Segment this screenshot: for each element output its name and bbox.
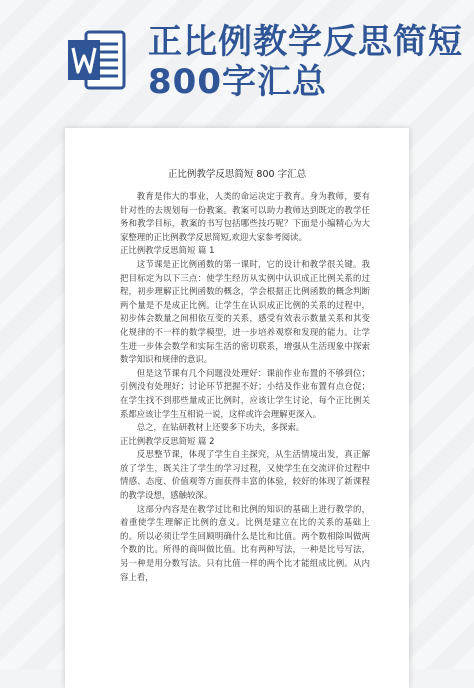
paragraph: 但是这节课有几个问题没处理好：课前作业布置的不够到位；引例没有处理好；讨论环节把握不好；小结及作业布置有点仓促；在学生找不到那些量成正比例时，应该让学生讨论，每个正比例关系都应该让学生互相说一说，这样或许会理解更深入。 [120, 367, 370, 419]
document-page [65, 128, 409, 688]
page-title: 正比例教学反思简短800字汇总 [148, 22, 463, 102]
section-heading: 正比例教学反思简短 篇 1 [120, 245, 215, 256]
document-title: 正比例教学反思简短 800 字汇总 [167, 169, 307, 180]
word-document-icon [68, 30, 126, 90]
section-heading: 正比例教学反思简短 篇 2 [120, 435, 215, 446]
paragraph: 总之，在钻研教材上还要多下功夫，多探索。 [136, 422, 305, 433]
document-body [120, 190, 370, 584]
paragraph: 这部分内容是在教学过比和比例的知识的基础上进行教学的，着重使学生理解正比例的意义。比例是建立在比的关系的基础上的。所以必须让学生回顾明确什么是比和比值。两个数相除叫做两个数的比。所得的商叫做比值。比有两种写法，一种是比号写法，另一种是用分数写法。只有比值一样的两个比才能组成比例。从内容上看， [120, 503, 370, 582]
paragraph: 教育是伟大的事业，人类的命运决定于教育。身为教师，要有针对性的去规划每一份教案。教案可以助力教师达到既定的教学任务和教学目标，教案的书写包括哪些技巧呢？下面是小编精心为大家整理的正比例教学反思简短,欢迎大家参考阅读。 [120, 191, 370, 242]
paragraph: 反思整节课，体现了学生自主探究，从生活情境出发，真正解放了学生，既关注了学生的学习过程，又使学生在交流评价过程中情感、态度、价值观等方面获得丰富的体验，较好的体现了新课程的教学设想，感触较深。 [120, 449, 370, 501]
paragraph: 这节课是正比例函数的第一课时，它的设计和教学很关键。我把目标定为以下三点：使学生经历从实例中认识成正比例关系的过程，初步理解正比例函数的概念，学会根据正比例函数的概念判断两个量是不是成正比例。让学生在认识成正比例的关系的过程中，初步体会数量之间相依互变的关系，感受有效表示数量关系和其变化规律的不一样的数学模型，进一步培养观察和发现的能力。让学生进一步体会数学和实际生活的密切联系，增强从生活现象中探索数学知识和规律的意识。 [120, 258, 370, 365]
